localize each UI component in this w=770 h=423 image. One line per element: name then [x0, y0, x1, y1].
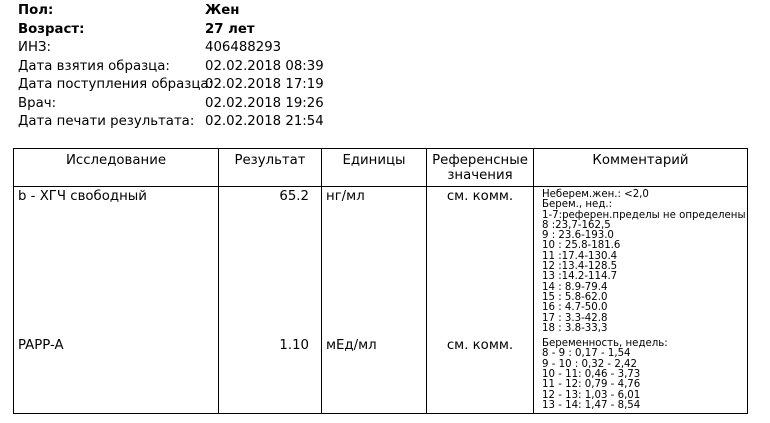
result-value: 1.10	[279, 338, 309, 354]
comment-line: 13 - 14: 1,47 - 8,54	[542, 399, 641, 411]
reference-value: см. комм.	[446, 189, 514, 204]
results-table	[13, 148, 748, 414]
comment-line: 9 : 23.6-193.0	[542, 230, 614, 242]
study-name: PAPP-A	[18, 338, 64, 354]
age-value: 27 лет	[205, 21, 255, 37]
comment-line: 8 - 9 : 0,17 - 1,54	[542, 348, 631, 360]
header-result: Результат	[219, 149, 322, 187]
comment-line: Неберем.жен.: <2,0	[542, 189, 649, 200]
study-name: b - ХГЧ свободный	[18, 189, 147, 204]
comment-line: 13 :14.2-114.7	[542, 271, 618, 283]
comment-line: 17 : 3.3-42.8	[542, 312, 608, 324]
age-label: Возраст:	[18, 21, 85, 37]
units-value: мЕд/мл	[326, 338, 377, 354]
comment-line: 16 : 4.7-50.0	[542, 302, 608, 314]
inz-value: 406488293	[205, 40, 282, 55]
comment-block	[534, 336, 747, 413]
header-reference-line2: значения	[447, 168, 513, 183]
sex-value: Жен	[205, 3, 240, 18]
comment-line: 9 - 10 : 0,32 - 2,42	[542, 358, 638, 370]
header-comment: Комментарий	[534, 149, 748, 187]
inz-label: ИНЗ:	[18, 40, 51, 55]
comment-line: 8 :23,7-162,5	[542, 219, 611, 231]
sample-taken-label: Дата взятия образца:	[18, 58, 170, 74]
header-study: Исследование	[14, 149, 219, 187]
table-row	[14, 336, 748, 414]
sample-received-value: 02.02.2018 17:19	[205, 77, 324, 92]
comment-line: Беременность, недель:	[542, 338, 668, 350]
comment-line: Берем., нед.:	[542, 199, 613, 211]
comment-line: 12 :13.4-128.5	[542, 261, 618, 273]
doctor-label: Врач:	[18, 95, 57, 111]
header-reference	[427, 149, 534, 187]
sample-taken-value: 02.02.2018 08:39	[205, 58, 324, 74]
comment-line: 18 : 3.8-33,3	[542, 322, 608, 334]
sample-received-label: Дата поступления образца:	[18, 77, 214, 92]
comment-line: 11 - 12: 0,79 - 4,76	[542, 379, 641, 391]
comment-line: 11 :17.4-130.4	[542, 250, 618, 262]
comment-line: 14 : 8.9-79.4	[542, 281, 608, 293]
table-header-row	[14, 149, 748, 187]
table-row	[14, 187, 748, 337]
header-reference-line1: Референсные	[432, 153, 528, 168]
comment-line: 15 : 5.8-62.0	[542, 291, 608, 303]
comment-line: 12 - 13: 1,03 - 6,01	[542, 389, 641, 401]
comment-line: 10 : 25.8-181.6	[542, 240, 621, 252]
reference-value: см. комм.	[446, 338, 514, 354]
units-value: нг/мл	[326, 189, 365, 204]
comment-line: 10 - 11: 0,46 - 3,73	[542, 369, 641, 381]
comment-line: 1-7:референ.пределы не определены	[542, 209, 746, 221]
print-date-value: 02.02.2018 21:54	[205, 114, 324, 129]
doctor-value: 02.02.2018 19:26	[205, 95, 324, 111]
print-date-label: Дата печати результата:	[18, 114, 195, 129]
sex-label: Пол:	[18, 3, 54, 18]
result-value: 65.2	[279, 189, 309, 204]
header-units: Единицы	[322, 149, 427, 187]
comment-block	[534, 187, 747, 336]
